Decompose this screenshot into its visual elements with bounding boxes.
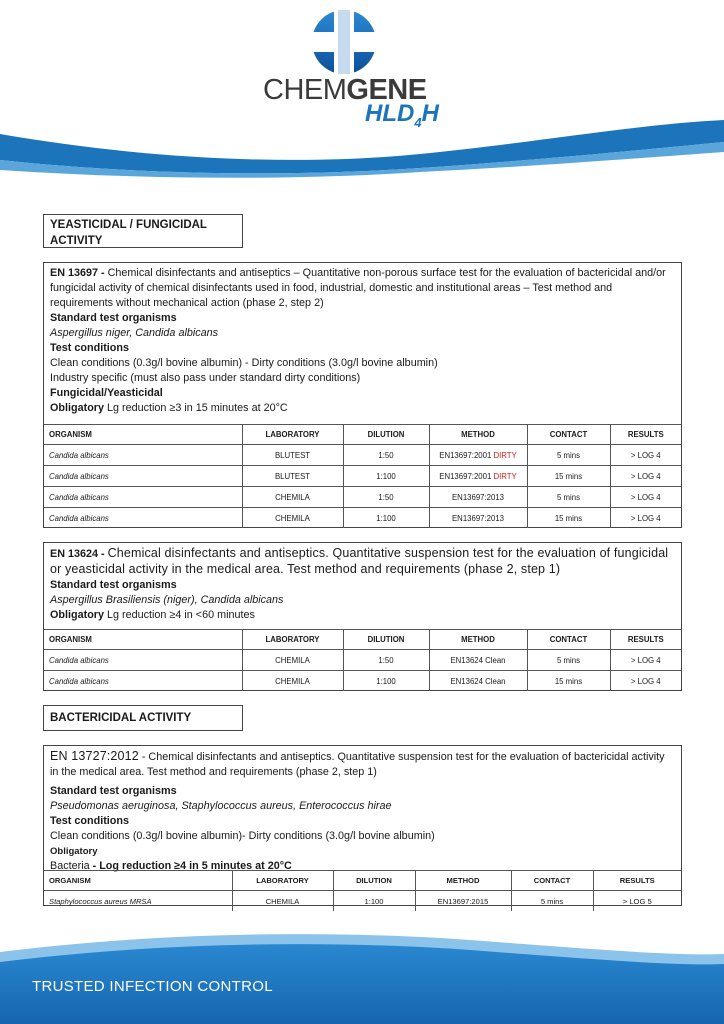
std-organisms-heading: Standard test organisms [50,579,177,591]
col-contact: CONTACT [511,871,593,891]
cell-contact: 5 mins [527,487,610,508]
cell-lab: CHEMILA [242,671,343,692]
obligatory-heading: Obligatory [50,846,98,857]
en13624-results-table [44,629,681,691]
col-organism: ORGANISM [44,630,242,650]
section-title-bactericidal: BACTERICIDAL ACTIVITY [43,705,243,731]
table-row [44,487,681,508]
col-contact: CONTACT [527,425,610,445]
cell-dilution: 1:50 [343,445,429,466]
cell-dilution: 1:100 [343,466,429,487]
table-row [44,671,681,692]
cell-method: EN13697:2001 DIRTY [429,466,527,487]
cell-dilution: 1:50 [343,650,429,671]
cell-result: > LOG 4 [610,445,681,466]
section-title-yeasticidal: YEASTICIDAL / FUNGICIDAL ACTIVITY [43,214,243,248]
col-results: RESULTS [593,871,681,891]
cell-organism: Candida albicans [44,487,242,508]
en13697-description: EN 13697 - Chemical disinfectants and antiseptics – Quantitative non-porous surface test for the evaluation of bactericidal and/or fungicidal activity of chemical disinfectants used in food, industrial, domestic and institutional areas – Test method and requirements without mechanical action (phase 2, step 2) [50,267,666,309]
cell-method: EN13624 Clean [429,650,527,671]
table-header-row [44,425,681,445]
col-organism: ORGANISM [44,425,242,445]
cell-result: > LOG 4 [610,508,681,529]
footer-wave [0,930,724,1024]
en13697-box [43,262,682,528]
std-organisms: Pseudomonas aeruginosa, Staphylococcus aureus, Enterococcus hirae [50,800,392,812]
table-row [44,508,681,529]
std-organisms: Aspergillus niger, Candida albicans [50,327,219,339]
cell-result: > LOG 4 [610,650,681,671]
en13624-box [43,542,682,691]
test-conditions-2: Industry specific (must also pass under standard dirty conditions) [50,372,361,384]
cell-contact: 15 mins [527,508,610,529]
table-header-row [44,871,681,891]
test-conditions-heading: Test conditions [50,342,129,354]
obligatory-line: Obligatory Lg reduction ≥3 in 15 minutes at 20°C [50,402,288,414]
cell-result: > LOG 4 [610,671,681,692]
cell-contact: 5 mins [527,445,610,466]
cell-dilution: 1:100 [343,671,429,692]
cell-lab: CHEMILA [232,891,333,912]
col-method: METHOD [429,425,527,445]
en13697-text [44,263,681,418]
cell-lab: CHEMILA [242,487,343,508]
col-laboratory: LABORATORY [242,630,343,650]
col-results: RESULTS [610,630,681,650]
test-conditions-1: Clean conditions (0.3g/l bovine albumin) - Dirty conditions (3.0g/l bovine albumin) [50,357,438,369]
cell-contact: 15 mins [527,671,610,692]
std-organisms-heading: Standard test organisms [50,785,177,797]
table-header-row [44,630,681,650]
table-row [44,891,681,912]
col-organism: ORGANISM [44,871,232,891]
en13624-text [44,543,681,625]
cell-lab: BLUTEST [242,445,343,466]
cell-organism: Candida albicans [44,671,242,692]
col-dilution: DILUTION [343,630,429,650]
cell-method: EN13697:2015 [415,891,511,912]
cell-dilution: 1:100 [343,508,429,529]
cell-result: > LOG 4 [610,487,681,508]
cell-lab: CHEMILA [242,650,343,671]
en13727-text [44,746,681,876]
cell-method: EN13697:2013 [429,508,527,529]
cell-dilution: 1:50 [343,487,429,508]
cell-method: EN13697:2013 [429,487,527,508]
en13727-box [43,745,682,906]
en13697-results-table [44,424,681,528]
table-row [44,466,681,487]
brand-subtitle: $HLD_4H$ [365,100,439,130]
test-conditions-1: Clean conditions (0.3g/l bovine albumin)- Dirty conditions (3.0g/l bovine albumin) [50,830,435,842]
col-contact: CONTACT [527,630,610,650]
cell-organism: Candida albicans [44,466,242,487]
footer-tagline: TRUSTED INFECTION CONTROL [32,978,273,995]
col-laboratory: LABORATORY [232,871,333,891]
cell-lab: BLUTEST [242,466,343,487]
header-wave [0,120,724,180]
table-row [44,650,681,671]
col-dilution: DILUTION [343,425,429,445]
cell-contact: 5 mins [527,650,610,671]
fungicidal-heading: Fungicidal/Yeasticidal [50,387,163,399]
std-organisms: Aspergillus Brasiliensis (niger), Candida albicans [50,594,284,606]
cell-contact: 15 mins [527,466,610,487]
std-organisms-heading: Standard test organisms [50,312,177,324]
col-method: METHOD [429,630,527,650]
cell-method: EN13697:2001 DIRTY [429,445,527,466]
col-method: METHOD [415,871,511,891]
cell-contact: 5 mins [511,891,593,912]
col-results: RESULTS [610,425,681,445]
table-row [44,445,681,466]
en13624-description: EN 13624 - Chemical disinfectants and antiseptics. Quantitative suspension test for the evaluation of fungicidal or yeasticidal activity in the medical area. Test method and requirements (phase 2, step 1) [50,546,669,576]
cell-organism: Candida albicans [44,508,242,529]
brand-wordmark: CHEMGENE [263,74,427,106]
cell-method: EN13624 Clean [429,671,527,692]
cell-lab: CHEMILA [242,508,343,529]
cell-result: > LOG 5 [593,891,681,912]
test-conditions-heading: Test conditions [50,815,129,827]
obligatory-line: Obligatory Lg reduction ≥4 in <60 minutes [50,609,255,621]
en13727-results-table [44,870,681,911]
en13727-description: EN 13727:2012 - Chemical disinfectants and antiseptics. Quantitative suspension test for the evaluation of bactericidal activity in the medical area. Test method and requirements (phase 2, step 1) [50,749,665,778]
cell-organism: Staphylococcus aureus MRSA [44,891,232,912]
col-dilution: DILUTION [333,871,415,891]
col-laboratory: LABORATORY [242,425,343,445]
cell-dilution: 1:100 [333,891,415,912]
cell-organism: Candida albicans [44,445,242,466]
cell-result: > LOG 4 [610,466,681,487]
obligatory-line: Bacteria - Log reduction ≥4 in 5 minutes at 20°C [50,860,292,872]
cell-organism: Candida albicans [44,650,242,671]
